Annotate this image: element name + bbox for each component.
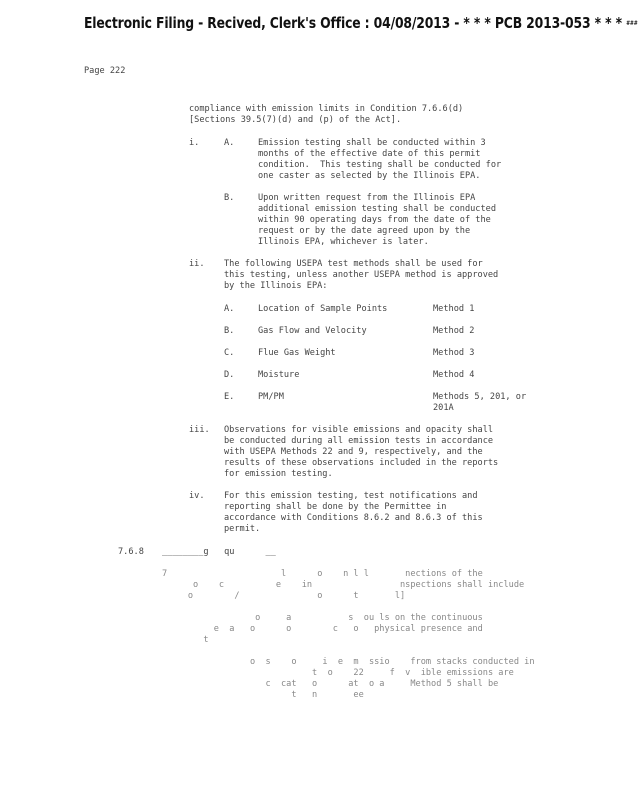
item-i-b-line: request or by the date agreed upon by the (258, 226, 471, 236)
item-iv-line: permit. (224, 524, 261, 534)
item-i-b-line: within 90 operating days from the date of the (258, 215, 491, 225)
item-iv-line: accordance with Conditions 8.6.2 and 8.6.3 of this (224, 513, 483, 523)
filing-banner: Electronic Filing - Recived, Clerk's Office : 04/08/2013 - * * * PCB 2013-053 * * * ### (84, 14, 638, 32)
method-letter: E. (224, 392, 235, 402)
faded-line: o a s ou ls on the continuous (162, 613, 483, 623)
section-title: ________g qu __ (162, 547, 276, 557)
item-iii-line: results of these observations included in the reports (224, 458, 499, 468)
item-i-number: i. (189, 138, 200, 148)
method-letter: A. (224, 304, 235, 314)
section-number: 7.6.8 (118, 547, 144, 557)
item-iii-line: be conducted during all emission tests in accordance (224, 436, 494, 446)
method-ref: Method 4 (433, 370, 475, 380)
item-i-b-line: additional emission testing shall be conducted (258, 204, 496, 214)
method-ref-cont: 201A (433, 403, 454, 413)
item-i-a-line: one caster as selected by the Illinois EPA. (258, 171, 481, 181)
item-iv-line: For this emission testing, test notifications and (224, 491, 478, 501)
item-i-a-line: months of the effective date of this permit (258, 149, 481, 159)
item-i-b-letter: B. (224, 193, 235, 203)
method-name: Flue Gas Weight (258, 348, 336, 358)
method-ref: Method 2 (433, 326, 475, 336)
faded-line: c cat o at o a Method 5 shall be (162, 679, 499, 689)
item-i-b-line: Illinois EPA, whichever is later. (258, 237, 429, 247)
faded-line: 7 l o n l l nections of the (162, 569, 483, 579)
faded-line: o / o t l] (162, 591, 406, 601)
page-number: Page 222 (84, 66, 126, 76)
faded-line: t o 22 f v ible emissions are (162, 668, 514, 678)
faded-line: e a o o c o physical presence and (162, 624, 483, 634)
item-ii-line: by the Illinois EPA: (224, 281, 328, 291)
method-name: Moisture (258, 370, 300, 380)
received-stamp: ### (626, 20, 638, 27)
method-ref: Method 1 (433, 304, 475, 314)
method-letter: C. (224, 348, 235, 358)
method-ref: Method 3 (433, 348, 475, 358)
method-letter: D. (224, 370, 235, 380)
faded-line: o s o i e m ssio from stacks conducted in (162, 657, 535, 667)
faded-line: t (162, 635, 209, 645)
item-iii-line: for emission testing. (224, 469, 333, 479)
item-iv-number: iv. (189, 491, 205, 501)
item-i-a-letter: A. (224, 138, 235, 148)
method-name: Gas Flow and Velocity (258, 326, 367, 336)
item-ii-line: this testing, unless another USEPA method is approved (224, 270, 499, 280)
item-iv-line: reporting shall be done by the Permittee in (224, 502, 447, 512)
item-i-a-line: condition. This testing shall be conducted for (258, 160, 502, 170)
method-name: Location of Sample Points (258, 304, 388, 314)
method-letter: B. (224, 326, 235, 336)
item-i-b-line: Upon written request from the Illinois EPA (258, 193, 476, 203)
item-ii-number: ii. (189, 259, 205, 269)
method-ref: Methods 5, 201, or (433, 392, 527, 402)
item-i-a-line: Emission testing shall be conducted within 3 (258, 138, 486, 148)
intro-line: compliance with emission limits in Condition 7.6.6(d) (189, 104, 464, 114)
item-iii-line: Observations for visible emissions and opacity shall (224, 425, 494, 435)
item-iii-line: with USEPA Methods 22 and 9, respectively, and the (224, 447, 483, 457)
item-iii-number: iii. (189, 425, 210, 435)
item-ii-line: The following USEPA test methods shall be used for (224, 259, 483, 269)
method-name: PM/PM (258, 392, 284, 402)
intro-line: [Sections 39.5(7)(d) and (p) of the Act]. (189, 115, 402, 125)
faded-line: t n ee (162, 690, 364, 700)
faded-line: o c e in nspections shall include (162, 580, 525, 590)
